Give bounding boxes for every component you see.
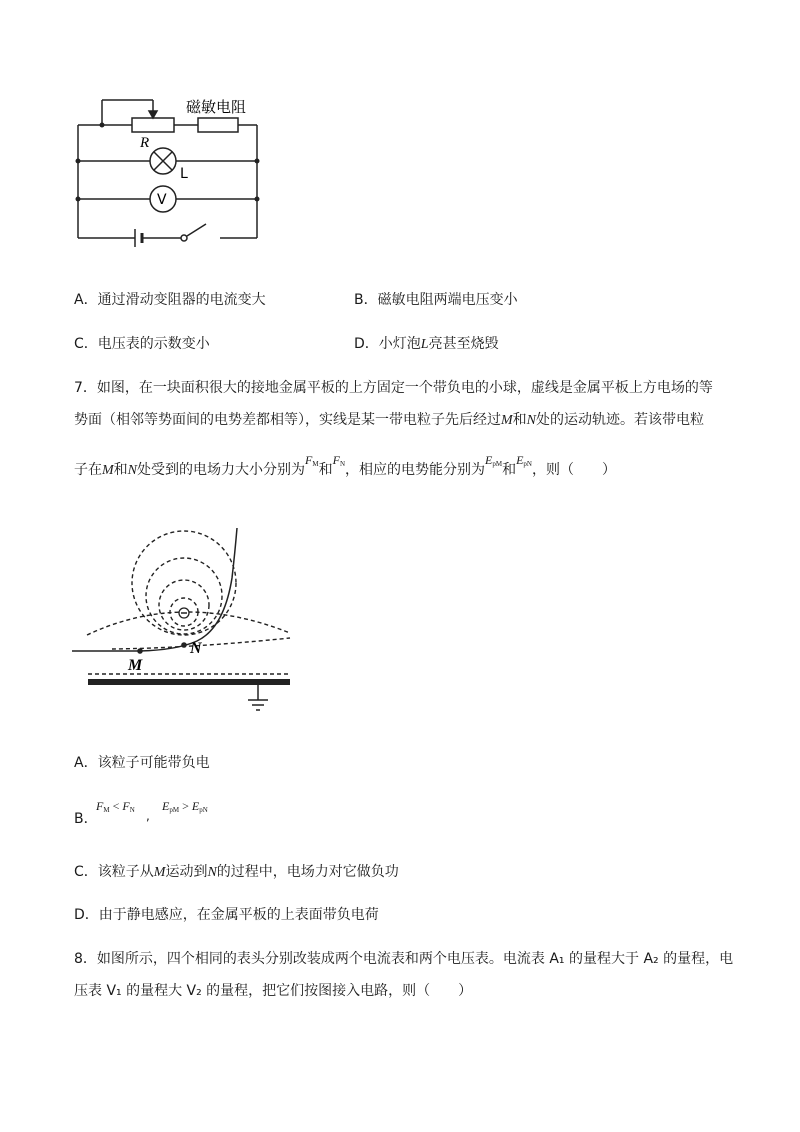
b-lt: < (112, 799, 120, 813)
b-epm: E (162, 799, 170, 813)
c-pre: C．该粒子从 (74, 864, 154, 880)
c-m: M (153, 865, 166, 880)
resistor-label: R (140, 135, 150, 151)
option-d-var: L (420, 337, 429, 352)
option-b-formula-2 (162, 796, 208, 820)
c-n: N (207, 865, 217, 880)
q7-l3-pre: 子在 (74, 462, 102, 478)
epn-sub: pN (523, 460, 532, 468)
c-post: 的过程中，电场力对它做负功 (216, 864, 399, 880)
b-gt: > (182, 799, 189, 813)
voltmeter-label: V (157, 192, 167, 208)
option-b-comma: , (146, 809, 150, 823)
option-b-formula (96, 796, 135, 820)
q7-option-d[interactable]: D．由于静电感应，在金属平板的上表面带负电荷 (74, 907, 379, 923)
circuit-diagram (70, 92, 270, 252)
q7-option-b[interactable] (74, 796, 274, 832)
b-fm: F (96, 799, 104, 813)
q7-l2-n: N (526, 413, 537, 428)
b-fn-sub: N (129, 806, 135, 814)
epm-main: E (485, 453, 493, 467)
point-n-label: N (190, 640, 202, 657)
q7-stem-line2 (74, 410, 704, 431)
equipotential-diagram (72, 528, 294, 723)
q7-fm (305, 453, 319, 467)
q6-option-d[interactable] (354, 334, 499, 355)
q8-stem-line2: 压表 V₁ 的量程大 V₂ 的量程，把它们按图接入电路，则（ ） (74, 983, 473, 999)
q7-stem-line1: 7．如图，在一块面积很大的接地金属平板的上方固定一个带负电的小球，虚线是金属平板上方电场的等 (74, 380, 713, 396)
lamp-label: L (180, 166, 188, 182)
q7-l2-post: 处的运动轨迹。若该带电粒 (536, 412, 705, 428)
option-d-pre: D．小灯泡 (354, 336, 421, 352)
q7-l3-m: M (102, 463, 114, 478)
point-m-label: M (128, 657, 143, 674)
b-fn: F (122, 799, 130, 813)
q7-l3-mid2: ，相应的电势能分别为 (345, 462, 485, 478)
q8-stem-line1: 8．如图所示，四个相同的表头分别改装成两个电流表和两个电压表。电流表 A₁ 的量程大于 A₂ 的量程，电 (74, 951, 734, 967)
q7-l3-end: ，则（ ） (531, 462, 616, 478)
q7-l2-mid: 和 (512, 412, 527, 428)
q7-fn (333, 453, 345, 467)
q7-l3-and: 和 (113, 462, 128, 478)
q6-option-a[interactable]: A．通过滑动变阻器的电流变大 (74, 292, 266, 308)
q7-l2-pre: 势面（相邻等势面间的电势差都相等），实线是某一带电粒子先后经过 (74, 412, 501, 428)
fn-sub: N (339, 460, 345, 468)
epn-main: E (516, 453, 524, 467)
q7-l2-m: M (501, 413, 513, 428)
q7-he2: 和 (502, 462, 517, 478)
q7-he1: 和 (318, 462, 333, 478)
q7-option-a[interactable]: A．该粒子可能带负电 (74, 755, 210, 771)
b-epn-sub: pN (199, 806, 208, 814)
b-epm-sub: pM (169, 806, 180, 814)
b-epn: E (191, 799, 200, 813)
q7-epn (516, 453, 532, 467)
q7-l3-n: N (127, 463, 138, 478)
b-fm-sub: M (103, 806, 110, 814)
fn-main: F (332, 453, 340, 467)
q6-option-c[interactable]: C．电压表的示数变小 (74, 336, 210, 352)
q7-stem-line3 (74, 453, 616, 484)
c-mid: 运动到 (165, 864, 208, 880)
q7-option-c[interactable] (74, 862, 399, 883)
fm-main: F (305, 453, 313, 467)
fm-sub: M (312, 460, 319, 468)
q7-l3-mid: 处受到的电场力大小分别为 (137, 462, 306, 478)
epm-sub: pM (492, 460, 503, 468)
q7-epm (485, 453, 502, 467)
q6-option-b[interactable]: B．磁敏电阻两端电压变小 (354, 292, 518, 308)
option-b-letter: B． (74, 811, 98, 827)
option-d-post: 亮甚至烧毁 (428, 336, 499, 352)
magnetoresistor-label: 磁敏电阻 (186, 98, 247, 116)
